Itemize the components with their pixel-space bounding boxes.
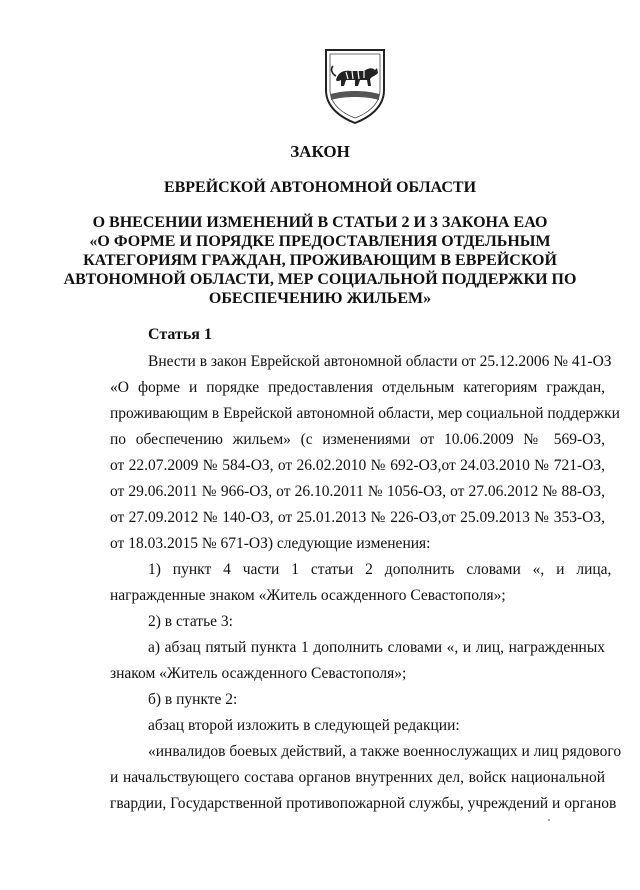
body-line: и начальствующего состава органов внутренних дел, войск национальной: [110, 769, 605, 786]
law-title-line: ОБЕСПЕЧЕНИЮ ЖИЛЬЕМ»: [208, 290, 432, 307]
body-line: 2) в статье 3:: [148, 613, 233, 630]
law-title-line: АВТОНОМНОЙ ОБЛАСТИ, МЕР СОЦИАЛЬНОЙ ПОДДЕРЖКИ ПО: [63, 271, 577, 288]
law-title-line: О ВНЕСЕНИИ ИЗМЕНЕНИЙ В СТАТЬИ 2 И 3 ЗАКОНА ЕАО: [92, 214, 548, 231]
body-line: гвардии, Государственной противопожарной службы, учреждений и органов: [110, 795, 617, 812]
body-line: от 18.03.2015 № 671-ОЗ) следующие изменения:: [110, 535, 431, 552]
article-body: [110, 349, 622, 817]
body-line: награжденные знаком «Житель осажденного Севастополя»;: [110, 587, 506, 604]
body-line: от 27.09.2012 № 140-ОЗ, от 25.01.2013 № 226-ОЗ,от 25.09.2013 № 353-ОЗ,: [110, 509, 605, 526]
law-title-line: «О ФОРМЕ И ПОРЯДКЕ ПРЕДОСТАВЛЕНИЯ ОТДЕЛЬНЫМ: [89, 233, 551, 250]
law-heading: ЗАКОН: [290, 142, 350, 161]
coat-of-arms-emblem: [322, 46, 388, 126]
body-line: от 22.07.2009 № 584-ОЗ, от 26.02.2010 № 692-ОЗ,от 24.03.2010 № 721-ОЗ,: [110, 457, 605, 474]
body-line: Внести в закон Еврейской автономной области от 25.12.2006 № 41-ОЗ: [148, 353, 612, 370]
body-line: по обеспечению жильем» (с изменениями от 10.06.2009 № 569-ОЗ,: [110, 431, 605, 448]
body-line: от 29.06.2011 № 966-ОЗ, от 26.10.2011 № 1056-ОЗ, от 27.06.2012 № 88-ОЗ,: [110, 483, 605, 500]
body-line: проживающим в Еврейской автономной области, мер социальной поддержки: [110, 405, 620, 422]
law-title-line: КАТЕГОРИЯМ ГРАЖДАН, ПРОЖИВАЮЩИМ В ЕВРЕЙСКОЙ: [83, 252, 557, 269]
law-title: [40, 213, 600, 308]
body-line: а) абзац пятый пункта 1 дополнить словами «, и лиц, награжденных: [148, 639, 605, 656]
body-line: знаком «Житель осажденного Севастополя»;: [110, 665, 407, 682]
body-line: 1) пункт 4 части 1 статьи 2 дополнить словами «, и лица,: [148, 561, 612, 578]
article-heading: Статья 1: [148, 326, 212, 343]
body-line: «О форме и порядке предоставления отдельным категориям граждан,: [110, 379, 605, 396]
scan-speck: [548, 819, 550, 821]
body-line: «инвалидов боевых действий, а также военнослужащих и лиц рядового: [148, 743, 622, 760]
body-line: б) в пункте 2:: [148, 691, 238, 708]
body-line: абзац второй изложить в следующей редакции:: [148, 717, 460, 734]
region-heading: ЕВРЕЙСКОЙ АВТОНОМНОЙ ОБЛАСТИ: [163, 179, 477, 196]
